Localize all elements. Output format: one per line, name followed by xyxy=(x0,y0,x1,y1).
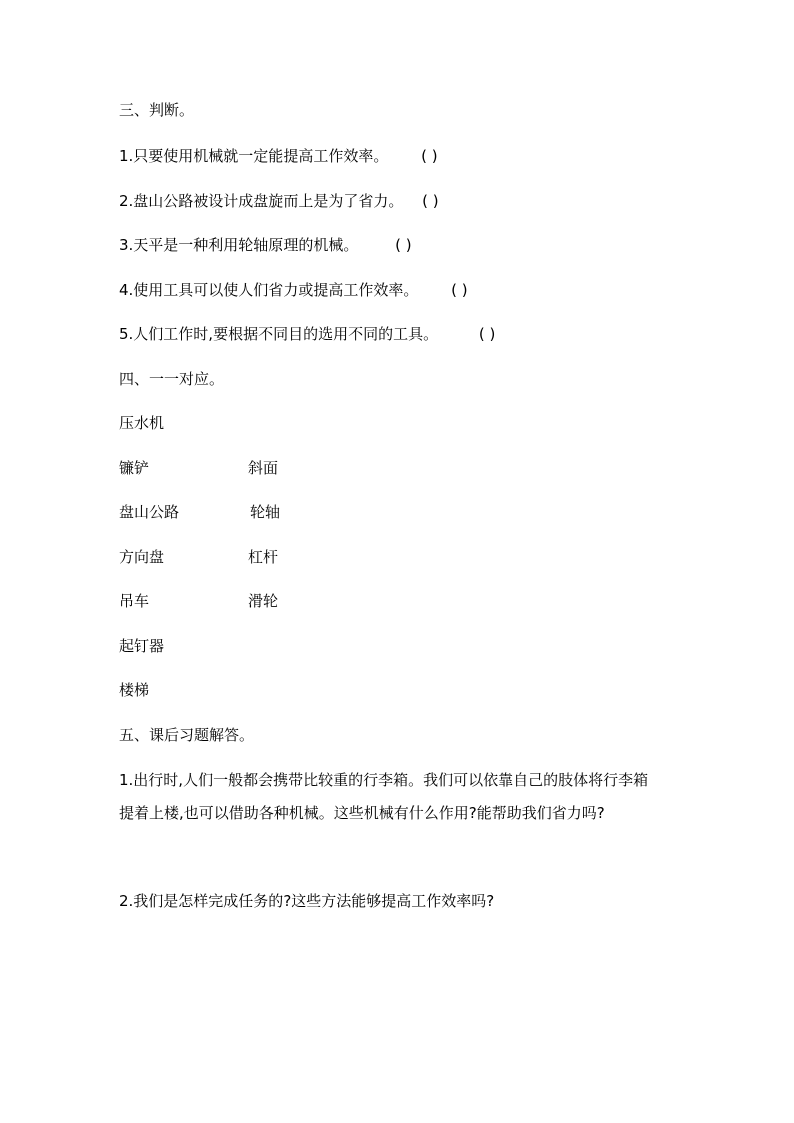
match-left-item-4[interactable]: 方向盘 xyxy=(119,548,165,566)
judgment-item-4 xyxy=(119,280,468,300)
match-right-item-2[interactable]: 轮轴 xyxy=(250,503,281,521)
match-left-item-3[interactable]: 盘山公路 xyxy=(119,503,180,521)
section3-heading: 三、判断。 xyxy=(119,101,195,119)
judgment-item-1-text: 1.只要使用机械就一定能提高工作效率。 xyxy=(119,147,389,165)
match-left-item-2[interactable]: 镰铲 xyxy=(119,459,150,477)
question-1-line-2: 提着上楼,也可以借助各种机械。这些机械有什么作用?能帮助我们省力吗? xyxy=(119,804,605,822)
answer-bracket-1[interactable]: ( ) xyxy=(421,147,438,165)
judgment-item-2 xyxy=(119,191,439,211)
match-left-item-5[interactable]: 吊车 xyxy=(119,592,150,610)
judgment-item-5-text: 5.人们工作时,要根据不同目的选用不同的工具。 xyxy=(119,325,439,343)
judgment-item-1 xyxy=(119,146,438,166)
section5-heading: 五、课后习题解答。 xyxy=(119,726,255,744)
question-1-line-1: 1.出行时,人们一般都会携带比较重的行李箱。我们可以依靠自己的肢体将行李箱 xyxy=(119,771,649,789)
judgment-item-5 xyxy=(119,324,495,344)
judgment-item-2-text: 2.盘山公路被设计成盘旋而上是为了省力。 xyxy=(119,192,404,210)
match-right-item-4[interactable]: 滑轮 xyxy=(248,592,279,610)
answer-bracket-2[interactable]: ( ) xyxy=(422,192,439,210)
match-left-item-6[interactable]: 起钉器 xyxy=(119,637,165,655)
question-2: 2.我们是怎样完成任务的?这些方法能够提高工作效率吗? xyxy=(119,892,495,910)
match-right-item-3[interactable]: 杠杆 xyxy=(248,548,279,566)
section4-heading: 四、一一对应。 xyxy=(119,370,225,388)
answer-bracket-3[interactable]: ( ) xyxy=(395,236,412,254)
judgment-item-4-text: 4.使用工具可以使人们省力或提高工作效率。 xyxy=(119,281,419,299)
judgment-item-3-text: 3.天平是一种利用轮轴原理的机械。 xyxy=(119,236,359,254)
match-left-item-1[interactable]: 压水机 xyxy=(119,414,165,432)
match-right-item-1[interactable]: 斜面 xyxy=(248,459,279,477)
match-left-item-7[interactable]: 楼梯 xyxy=(119,681,150,699)
answer-bracket-5[interactable]: ( ) xyxy=(478,325,496,343)
judgment-item-3 xyxy=(119,235,412,255)
answer-bracket-4[interactable]: ( ) xyxy=(451,281,468,299)
